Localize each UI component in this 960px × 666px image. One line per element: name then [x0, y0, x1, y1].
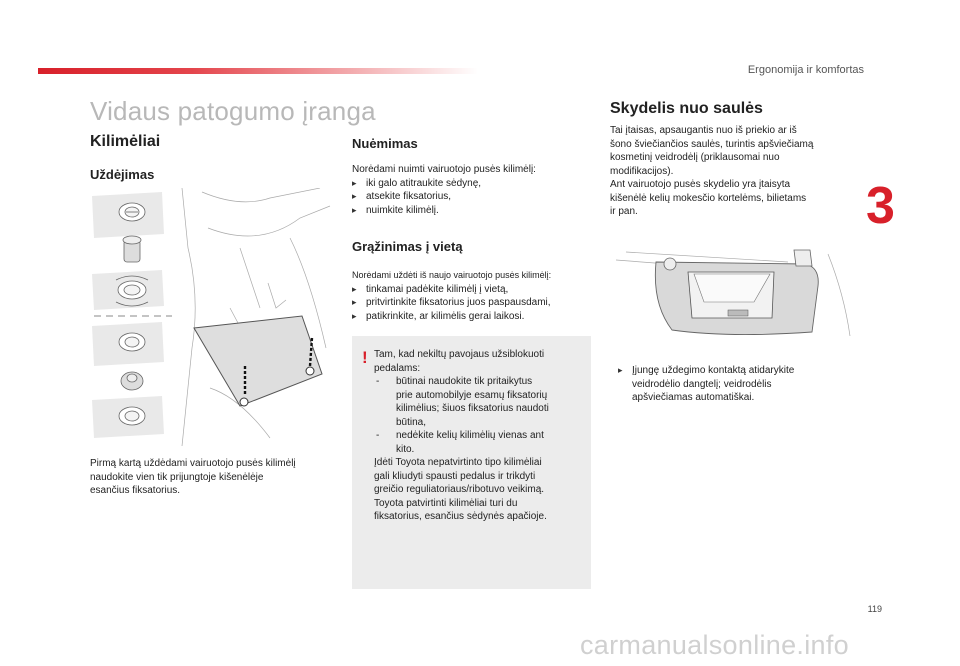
list-item: ▸ patikrinkite, ar kilimėlis gerai laikosi.	[352, 310, 592, 324]
mat-fixing-point-2	[306, 367, 314, 375]
list-item: ▸ tinkamai padėkite kilimėlį į vietą,	[352, 283, 592, 297]
fixing-detail-3	[92, 322, 164, 366]
refit-intro: Norėdami uždėti iš naujo vairuotojo pusės kilimėlį:	[352, 270, 552, 280]
warning-box	[352, 336, 591, 589]
fixing-clip-1	[123, 236, 141, 262]
removal-steps	[352, 177, 592, 218]
fitting-heading: Uždėjimas	[90, 167, 155, 182]
list-item: ▸ atsekite fiksatorius,	[352, 190, 592, 204]
page-number: 119	[867, 604, 882, 614]
floor-mat-illustration	[90, 188, 332, 446]
list-item: ▸ iki galo atitraukite sėdynę,	[352, 177, 592, 191]
removal-intro: Norėdami nuimti vairuotojo pusės kilimėlį:	[352, 164, 536, 175]
removal-heading: Nuėmimas	[352, 136, 418, 151]
section-title: Ergonomija ir komfortas	[747, 64, 864, 76]
floor-mat	[194, 316, 322, 406]
list-item: ▸ pritvirtinkite fiksatorius juos paspausdami,	[352, 296, 592, 310]
warning-item: - nedėkite kelių kilimėlių vienas ant kito.	[376, 430, 544, 455]
fixing-detail-4	[92, 396, 164, 438]
mats-heading: Kilimėliai	[90, 133, 161, 150]
warning-item: - būtinai naudokite tik pritaikytus prie automobilyje esamų fiksatorių kilimėlius; šiuos fiksatorius naudoti būtina,	[376, 376, 549, 428]
sun-visor-heading: Skydelis nuo saulės	[610, 100, 763, 117]
sun-visor-illustration	[608, 244, 854, 340]
visor-clip	[794, 250, 812, 266]
warning-icon: !	[362, 348, 368, 367]
visor-hinge	[664, 258, 676, 270]
removal-instructions	[352, 163, 592, 217]
watermark: carmanualsonline.info	[580, 630, 849, 660]
refit-heading: Grąžinimas į vietą	[352, 239, 463, 254]
header-accent-bar	[38, 68, 478, 74]
fixing-clip-2	[121, 372, 143, 390]
chapter-number: 3	[866, 177, 895, 235]
fixing-detail-1	[92, 192, 164, 238]
sun-visor-step	[618, 364, 858, 405]
list-item: ▸ nuimkite kilimėlį.	[352, 204, 592, 218]
warning-text: Tam, kad nekiltų pavojaus užsiblokuoti pedalams: - būtinai naudokite tik pritaikytus prie automobilyje esamų fiksatorių kilimėlius; šiuos fiksatorius naudoti būtina, - nedėkite kelių kilimėlių vienas ant kito. Įdėti Toyota nepatvirtinto tipo kilimėliai gali kliudyti spausti pedalus ir trikdyti greičio reguliatoriaus/ribotuvo veikimą. Toyota patvirtinti kilimėliai turi du fiksatorius, esančius sėdynės apačioje.	[374, 348, 582, 524]
fixing-detail-2	[92, 270, 164, 310]
page-title: Vidaus patogumo įranga	[90, 96, 376, 126]
sun-visor-description: Tai įtaisas, apsaugantis nuo iš priekio ar iš šono šviečiančios saulės, turintis apšviečiamą kosmetinį veidrodėlį (priklausomai nuo modifikacijos). Ant vairuotojo pusės skydelio yra įtaisyta kišenėlė kelių mokesčio kortelėms, bilietams ir pan.	[610, 125, 814, 217]
mat-fixing-point-1	[240, 398, 248, 406]
list-item: ▸ Įjungę uždegimo kontaktą atidarykite veidrodėlio dangtelį; veidrodėlis apšviečiamas automatiškai.	[618, 364, 858, 405]
refit-instructions	[352, 269, 592, 323]
refit-steps	[352, 283, 592, 324]
car-footwell-outline	[182, 188, 330, 446]
fitting-caption: Pirmą kartą uždėdami vairuotojo pusės kilimėlį naudokite vien tik prijungtoje kišenėlėje esančius fiksatorius.	[90, 458, 296, 496]
